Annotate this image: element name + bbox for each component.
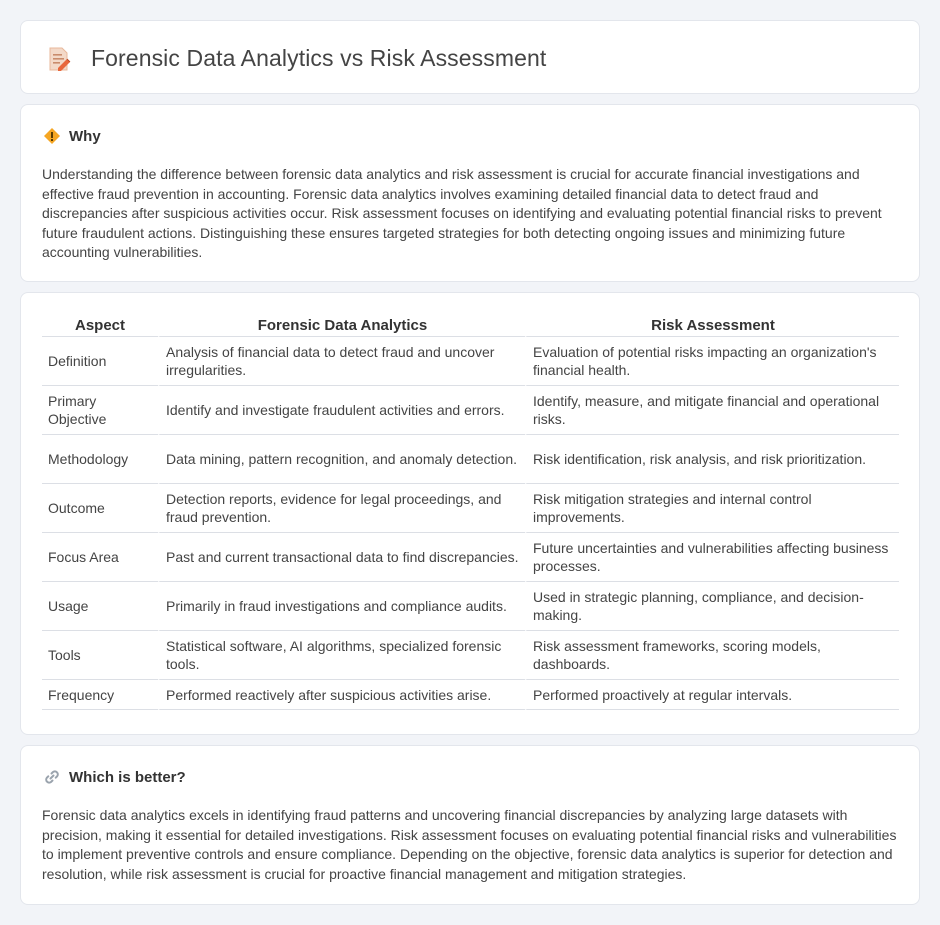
forensic-cell: Identify and investigate fraudulent activities and errors. (158, 386, 525, 435)
table-row (42, 435, 899, 484)
forensic-cell: Performed reactively after suspicious activities arise. (158, 680, 525, 710)
table-row (42, 386, 899, 435)
warning-diamond-icon (43, 127, 61, 145)
table-row (42, 680, 899, 710)
forensic-cell: Data mining, pattern recognition, and anomaly detection. (158, 435, 525, 484)
better-section (20, 745, 920, 905)
aspect-cell: Outcome (42, 484, 158, 533)
risk-cell: Risk assessment frameworks, scoring models, dashboards. (525, 631, 899, 680)
page-title: Forensic Data Analytics vs Risk Assessment (91, 45, 547, 71)
header (47, 45, 546, 72)
forensic-cell: Analysis of financial data to detect fraud and uncover irregularities. (158, 337, 525, 386)
why-heading (43, 127, 101, 145)
comparison-table (42, 315, 899, 710)
risk-cell: Identify, measure, and mitigate financial and operational risks. (525, 386, 899, 435)
table-row (42, 533, 899, 582)
table-row (42, 582, 899, 631)
column-header-forensic: Forensic Data Analytics (158, 315, 525, 337)
document-edit-icon (47, 46, 71, 72)
better-body: Forensic data analytics excels in identifying fraud patterns and uncovering financial discrepancies by analyzing large datasets with precision, making it essential for detailed investigations. Risk assessment focuses on evaluating potential financial risks and vulnerabilities to implement preventive controls and ensure compliance. Depending on the objective, forensic data analytics is superior for detection and resolution, while risk assessment is crucial for proactive financial management and mitigation strategies. (42, 807, 897, 882)
why-title: Why (69, 127, 101, 145)
risk-cell: Future uncertainties and vulnerabilities affecting business processes. (525, 533, 899, 582)
column-header-aspect: Aspect (42, 315, 158, 337)
better-title: Which is better? (69, 768, 186, 786)
aspect-cell: Primary Objective (42, 386, 158, 435)
column-header-risk: Risk Assessment (525, 315, 899, 337)
risk-cell: Risk identification, risk analysis, and risk prioritization. (525, 435, 899, 484)
aspect-cell: Focus Area (42, 533, 158, 582)
forensic-cell: Statistical software, AI algorithms, specialized forensic tools. (158, 631, 525, 680)
risk-cell: Performed proactively at regular intervals. (525, 680, 899, 710)
why-body: Understanding the difference between forensic data analytics and risk assessment is crucial for accurate financial investigations and effective fraud prevention in accounting. Forensic data analytics involves examining detailed financial data to detect fraud and discrepancies after suspicious activities occur. Risk assessment focuses on identifying and evaluating potential financial risks to prevent future fraudulent actions. Distinguishing these ensures targeted strategies for both detecting ongoing issues and minimizing future accounting vulnerabilities. (42, 166, 882, 260)
header-card (20, 20, 920, 94)
aspect-cell: Definition (42, 337, 158, 386)
forensic-cell: Past and current transactional data to find discrepancies. (158, 533, 525, 582)
table-row (42, 484, 899, 533)
forensic-cell: Primarily in fraud investigations and compliance audits. (158, 582, 525, 631)
table-row (42, 337, 899, 386)
table-header-row (42, 315, 899, 337)
table-row (42, 631, 899, 680)
forensic-cell: Detection reports, evidence for legal proceedings, and fraud prevention. (158, 484, 525, 533)
aspect-cell: Usage (42, 582, 158, 631)
why-section (20, 104, 920, 282)
aspect-cell: Tools (42, 631, 158, 680)
better-heading (43, 768, 186, 786)
aspect-cell: Frequency (42, 680, 158, 710)
link-icon (43, 768, 61, 786)
risk-cell: Risk mitigation strategies and internal control improvements. (525, 484, 899, 533)
risk-cell: Used in strategic planning, compliance, and decision-making. (525, 582, 899, 631)
aspect-cell: Methodology (42, 435, 158, 484)
comparison-section (20, 292, 920, 735)
risk-cell: Evaluation of potential risks impacting an organization's financial health. (525, 337, 899, 386)
